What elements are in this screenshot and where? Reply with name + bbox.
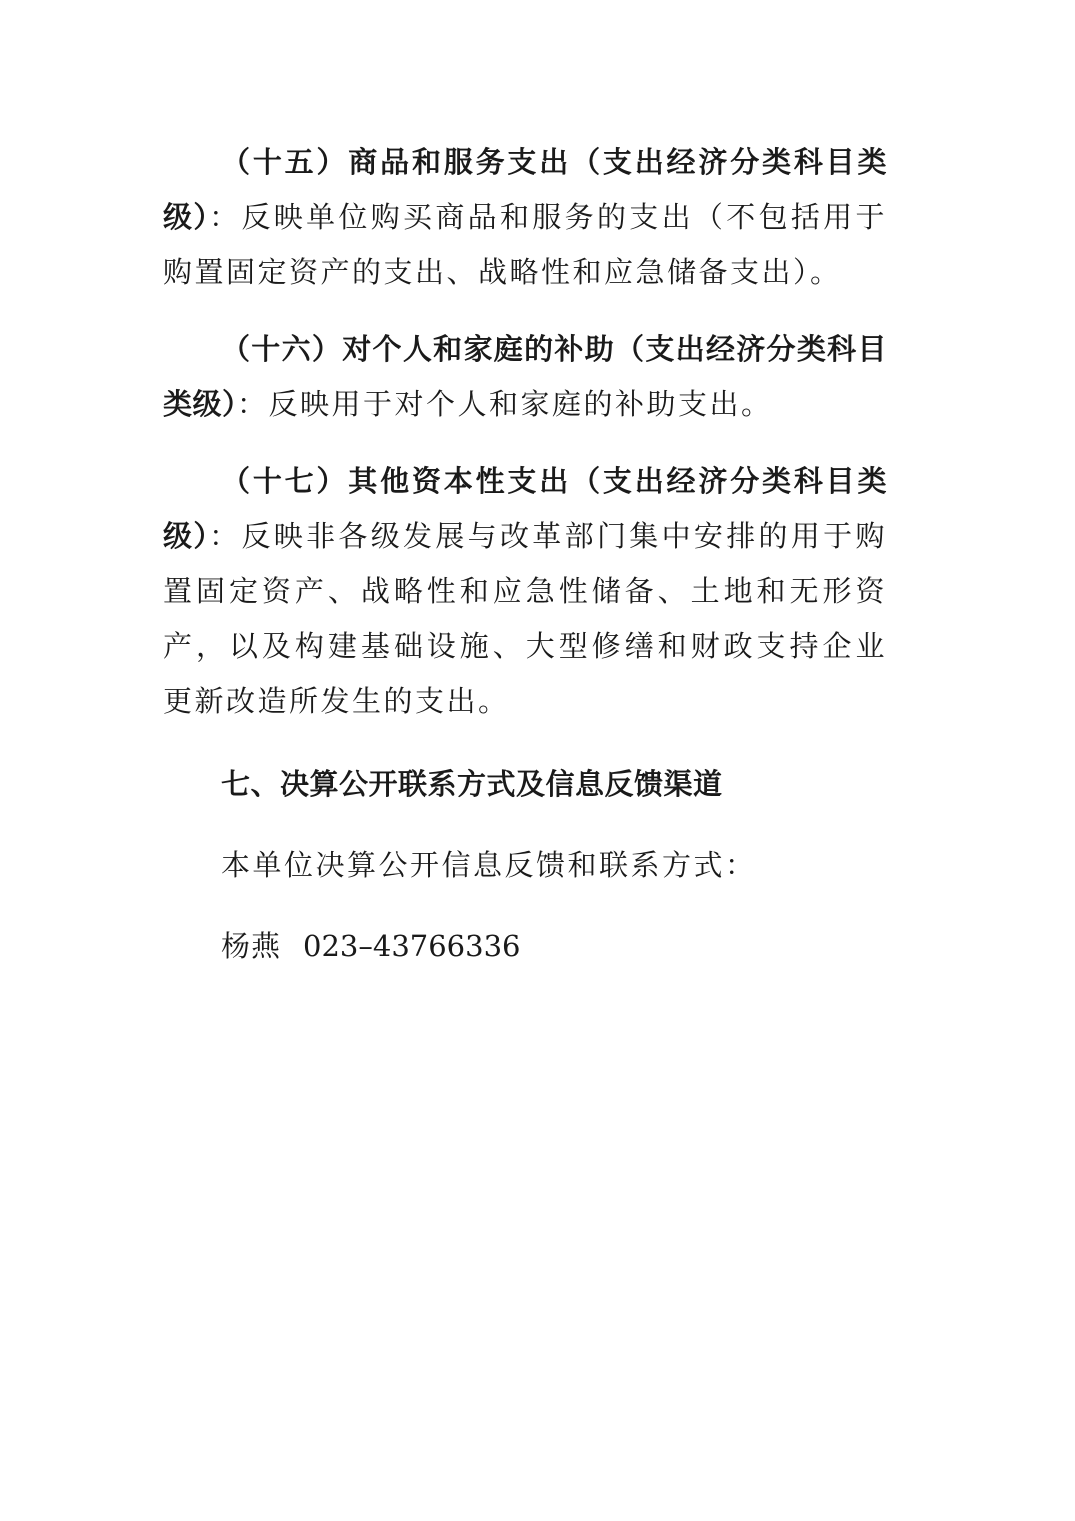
section-16: [163, 322, 887, 432]
section-16-body: ：反映用于对个人和家庭的补助支出。: [237, 387, 773, 421]
section-15-lead: （十五）商品和服务支出（支出经济分类科目类级）: [163, 145, 887, 234]
section-16-lead: （十六）对个人和家庭的补助（支出经济分类科目类级）: [163, 332, 887, 421]
section-15: [163, 135, 887, 300]
contact-line: [163, 919, 887, 974]
section-heading: 七、决算公开联系方式及信息反馈渠道: [221, 767, 723, 801]
section-17: [163, 454, 887, 729]
document-page: [163, 135, 887, 974]
contact-phone: 023–43766336: [303, 929, 521, 963]
section-17-lead: （十七）其他资本性支出（支出经济分类科目类级）: [163, 464, 887, 553]
contact-name: 杨燕: [221, 929, 282, 963]
contact-intro: 本单位决算公开信息反馈和联系方式：: [221, 848, 757, 882]
section-15-body: ：反映单位购买商品和服务的支出（不包括用于购置固定资产的支出、战略性和应急储备支出）。: [163, 200, 887, 289]
section-17-body: ：反映非各级发展与改革部门集中安排的用于购置固定资产、战略性和应急性储备、土地和无形资产，以及构建基础设施、大型修缮和财政支持企业更新改造所发生的支出。: [163, 519, 887, 718]
